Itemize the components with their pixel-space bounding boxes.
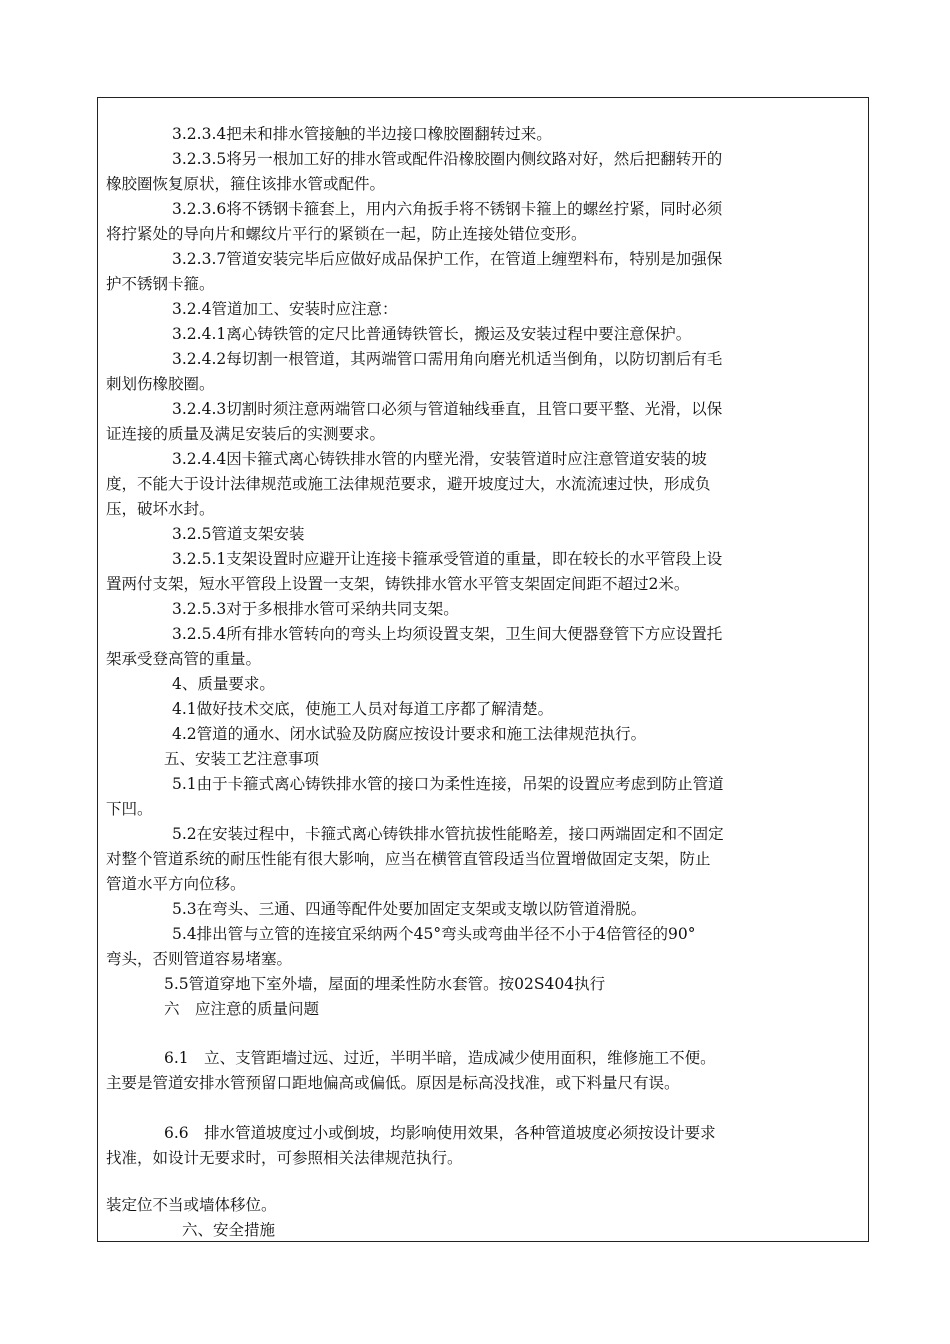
text-line: 3.2.4.4因卡箍式离心铸铁排水管的内壁光滑，安装管道时应注意管道安装的坡 xyxy=(172,450,707,468)
text-line: 3.2.4.2每切割一根管道，其两端管口需用角向磨光机适当倒角，以防切割后有毛 xyxy=(172,350,723,368)
text-line: 六 应注意的质量问题 xyxy=(164,1000,320,1018)
text-line: 3.2.5管道支架安装 xyxy=(172,525,305,543)
text-line: 4.2管道的通水、闭水试验及防腐应按设计要求和施工法律规范执行。 xyxy=(172,725,647,743)
text-line: 5.4排出管与立管的连接宜采纳两个45°弯头或弯曲半径不小于4倍管径的90° xyxy=(172,925,696,943)
text-line: 3.2.3.4把未和排水管接触的半边接口橡胶圈翻转过来。 xyxy=(172,125,552,143)
text-line: 3.2.3.7管道安装完毕后应做好成品保护工作，在管道上缠塑料布，特别是加强保 xyxy=(172,250,723,268)
text-line: 3.2.5.3对于多根排水管可采纳共同支架。 xyxy=(172,600,459,618)
text-line: 刺划伤橡胶圈。 xyxy=(106,375,215,393)
text-line: 橡胶圈恢复原状，箍住该排水管或配件。 xyxy=(106,175,386,193)
text-line: 5.3在弯头、三通、四通等配件处要加固定支架或支墩以防管道滑脱。 xyxy=(172,900,647,918)
text-line: 4、质量要求。 xyxy=(172,675,275,693)
text-line: 3.2.4.3切割时须注意两端管口必须与管道轴线垂直，且管口要平整、光滑，以保 xyxy=(172,400,723,418)
text-line: 护不锈钢卡箍。 xyxy=(106,275,215,293)
text-line: 5.1由于卡箍式离心铸铁排水管的接口为柔性连接，吊架的设置应考虑到防止管道 xyxy=(172,775,724,793)
text-line: 压，破坏水封。 xyxy=(106,500,215,518)
text-line: 对整个管道系统的耐压性能有很大影响，应当在横管直管段适当位置增做固定支架，防止 xyxy=(106,850,711,868)
text-line: 6.6 排水管道坡度过小或倒坡，均影响使用效果，各种管道坡度必须按设计要求 xyxy=(164,1124,716,1142)
text-line: 4.1做好技术交底，使施工人员对每道工序都了解清楚。 xyxy=(172,700,554,718)
text-line: 主要是管道安排水管预留口距地偏高或偏低。原因是标高没找准，或下料量尺有误。 xyxy=(106,1074,680,1092)
text-line: 5.2在安装过程中，卡箍式离心铸铁排水管抗拔性能略差，接口两端固定和不固定 xyxy=(172,825,724,843)
text-line: 3.2.5.1支架设置时应避开让连接卡箍承受管道的重量，即在较长的水平管段上设 xyxy=(172,550,723,568)
text-line: 3.2.3.5将另一根加工好的排水管或配件沿橡胶圈内侧纹路对好，然后把翻转开的 xyxy=(172,150,723,168)
text-line: 将拧紧处的导向片和螺纹片平行的紧锁在一起，防止连接处错位变形。 xyxy=(106,225,587,243)
text-line: 五、安装工艺注意事项 xyxy=(164,750,320,768)
text-line: 置两付支架，短水平管段上设置一支架，铸铁排水管水平管支架固定间距不超过2米。 xyxy=(106,575,690,593)
text-line: 架承受登高管的重量。 xyxy=(106,650,262,668)
text-line: 3.2.5.4所有排水管转向的弯头上均须设置支架，卫生间大便器登管下方应设置托 xyxy=(172,625,723,643)
text-line: 5.5管道穿地下室外墙，屋面的埋柔性防水套管。按02S404执行 xyxy=(164,975,606,993)
text-line: 装定位不当或墙体移位。 xyxy=(106,1196,277,1214)
text-line: 3.2.3.6将不锈钢卡箍套上，用内六角扳手将不锈钢卡箍上的螺丝拧紧，同时必须 xyxy=(172,200,723,218)
text-line: 下凹。 xyxy=(106,800,153,818)
text-line: 弯头，否则管道容易堵塞。 xyxy=(106,950,293,968)
text-line: 3.2.4.1离心铸铁管的定尺比普通铸铁管长，搬运及安装过程中要注意保护。 xyxy=(172,325,692,343)
text-line: 管道水平方向位移。 xyxy=(106,875,246,893)
text-line: 度，不能大于设计法律规范或施工法律规范要求，避开坡度过大，水流流速过快，形成负 xyxy=(106,475,711,493)
text-line: 六、安全措施 xyxy=(182,1221,276,1239)
text-line: 证连接的质量及满足安装后的实测要求。 xyxy=(106,425,386,443)
text-line: 找准，如设计无要求时，可参照相关法律规范执行。 xyxy=(106,1149,463,1167)
text-line: 6.1 立、支管距墙过远、过近，半明半暗，造成减少使用面积，维修施工不便。 xyxy=(164,1049,716,1067)
text-line: 3.2.4管道加工、安装时应注意： xyxy=(172,300,398,318)
